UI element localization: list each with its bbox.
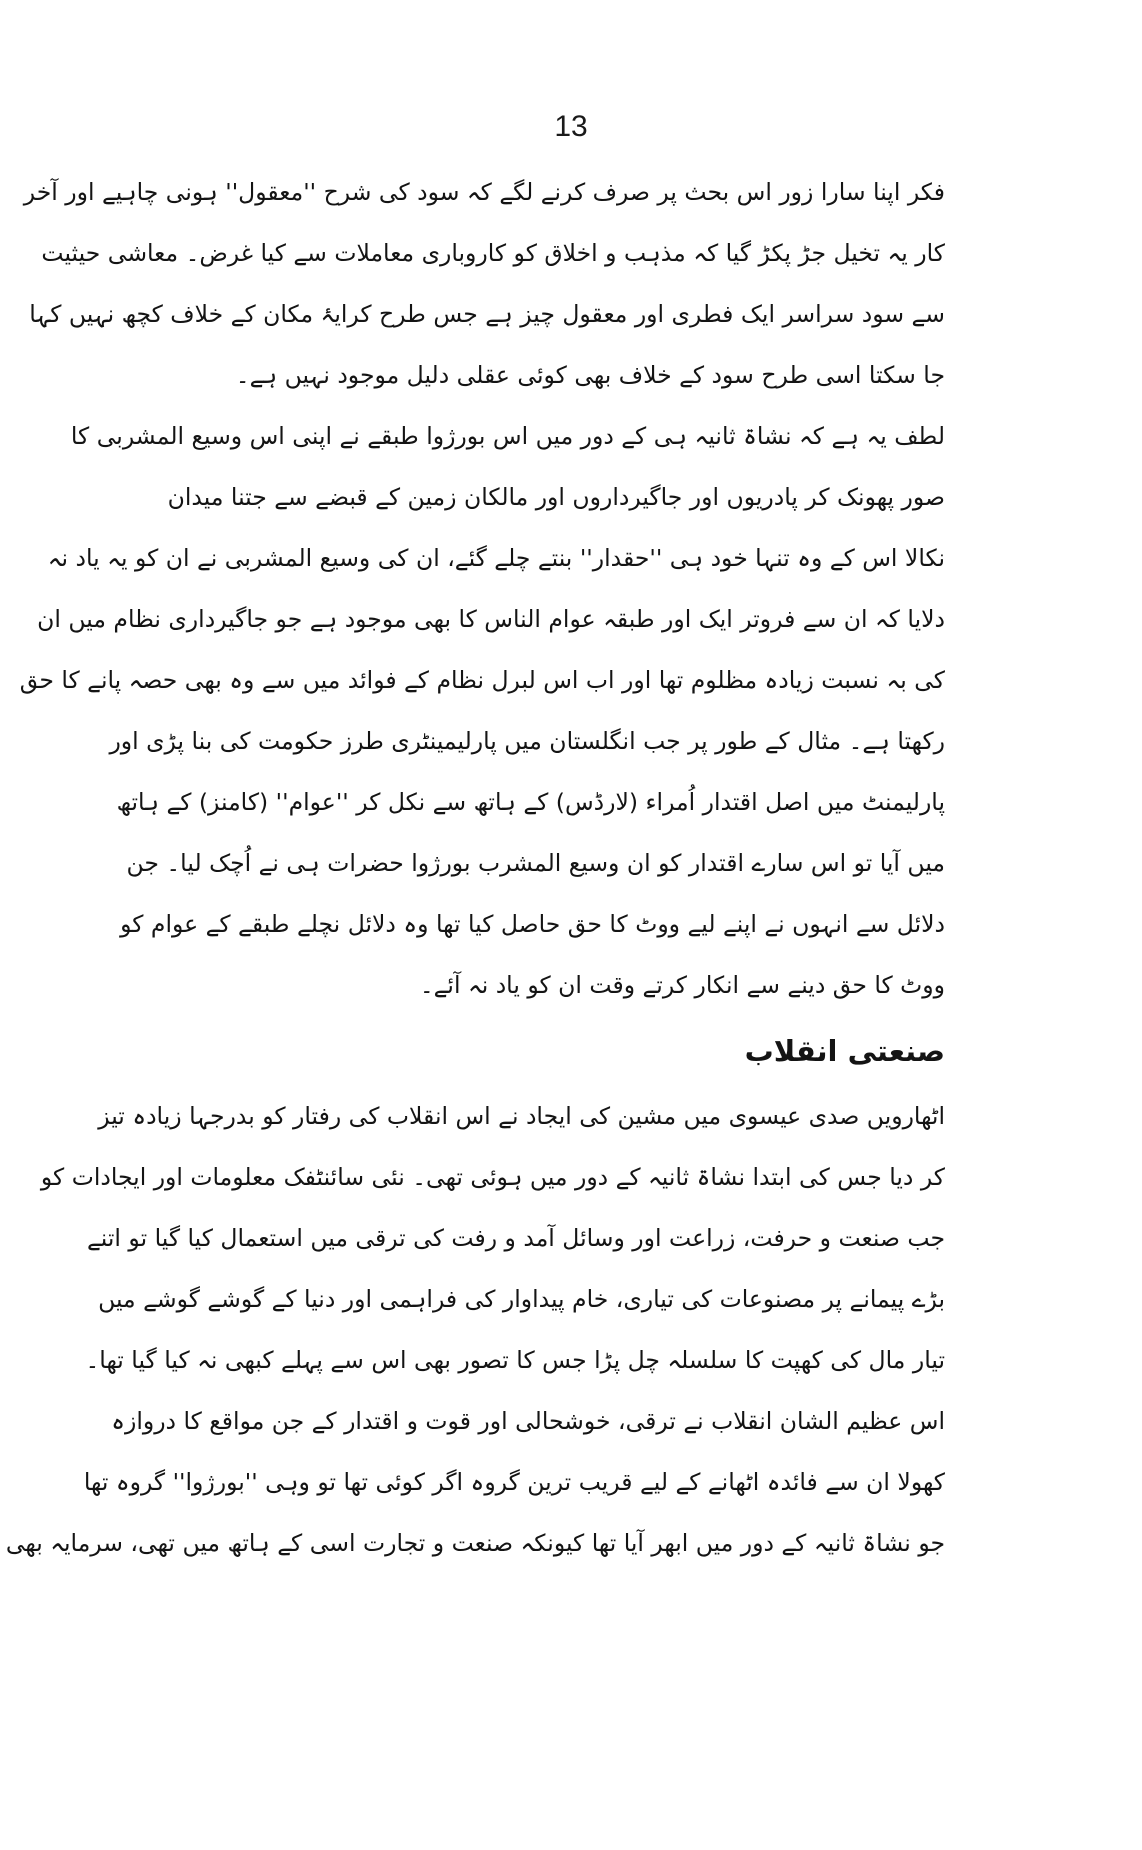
text-line: نکالا اس کے وہ تنہا خود ہی ''حقدار'' بنتے چلے گئے، ان کی وسیع المشربی نے ان کو یہ یاد نہ (47, 544, 945, 572)
page-number: 13 (554, 110, 588, 143)
paragraph-4 (5, 1391, 945, 1574)
section-heading: صنعتی انقلاب (744, 1034, 945, 1068)
text-line: فکر اپنا سارا زور اس بحث پر صرف کرنے لگے کہ سود کی شرح ''معقول'' ہونی چاہیے اور آخر (23, 178, 945, 206)
text-line: جو نشاۃ ثانیہ کے دور میں ابھر آیا تھا کیونکہ صنعت و تجارت اسی کے ہاتھ میں تھی، سرمایہ بھی (5, 1529, 945, 1557)
text-line: تیار مال کی کھپت کا سلسلہ چل پڑا جس کا تصور بھی اس سے پہلے کبھی نہ کیا گیا تھا۔ (85, 1346, 945, 1374)
paragraph-1 (23, 162, 945, 406)
text-line: اس عظیم الشان انقلاب نے ترقی، خوشحالی اور قوت و اقتدار کے جن مواقع کا دروازہ (111, 1407, 945, 1435)
paragraph-2 (19, 406, 945, 1016)
text-line: کار یہ تخیل جڑ پکڑ گیا کہ مذہب و اخلاق کو کاروباری معاملات سے کیا غرض۔ معاشی حیثیت (41, 239, 945, 267)
text-line: اٹھارویں صدی عیسوی میں مشین کی ایجاد نے اس انقلاب کی رفتار کو بدرجہا زیادہ تیز (98, 1102, 945, 1130)
text-line: بڑے پیمانے پر مصنوعات کی تیاری، خام پیداوار کی فراہمی اور دنیا کے گوشے گوشے میں (98, 1285, 945, 1313)
paragraph-3 (40, 1086, 945, 1391)
text-line: جا سکتا اسی طرح سود کے خلاف بھی کوئی عقلی دلیل موجود نہیں ہے۔ (235, 361, 945, 389)
text-line: کر دیا جس کی ابتدا نشاۃ ثانیہ کے دور میں ہوئی تھی۔ نئی سائنٹفک معلومات اور ایجادات کو (40, 1163, 945, 1191)
text-body (5, 162, 945, 1574)
text-line: کھولا ان سے فائدہ اٹھانے کے لیے قریب ترین گروہ اگر کوئی تھا تو وہی ''بورژوا'' گروہ تھا (83, 1468, 945, 1496)
text-line: دلائل سے انہوں نے اپنے لیے ووٹ کا حق حاصل کیا تھا وہ دلائل نچلے طبقے کے عوام کو (120, 910, 945, 938)
text-line: صور پھونک کر پادریوں اور جاگیرداروں اور مالکان زمین کے قبضے سے جتنا میدان (167, 483, 945, 511)
text-line: رکھتا ہے۔ مثال کے طور پر جب انگلستان میں پارلیمینٹری طرز حکومت کی بنا پڑی اور (109, 727, 945, 755)
text-line: پارلیمنٹ میں اصل اقتدار اُمراء (لارڈس) کے ہاتھ سے نکل کر ''عوام'' (کامنز) کے ہاتھ (116, 788, 945, 816)
text-line: ووٹ کا حق دینے سے انکار کرتے وقت ان کو یاد نہ آئے۔ (419, 971, 945, 999)
text-line: دلایا کہ ان سے فروتر ایک اور طبقہ عوام الناس کا بھی موجود ہے جو جاگیرداری نظام میں ان (37, 605, 945, 633)
text-line: لطف یہ ہے کہ نشاۃ ثانیہ ہی کے دور میں اس بورژوا طبقے نے اپنی اس وسیع المشربی کا (70, 422, 945, 450)
text-line: جب صنعت و حرفت، زراعت اور وسائل آمد و رفت کی ترقی میں استعمال کیا گیا تو اتنے (87, 1224, 945, 1252)
text-line: میں آیا تو اس سارے اقتدار کو ان وسیع المشرب بورژوا حضرات ہی نے اُچک لیا۔ جن (126, 849, 945, 877)
text-line: کی بہ نسبت زیادہ مظلوم تھا اور اب اس لبرل نظام کے فوائد میں سے وہ بھی حصہ پانے کا حق (19, 666, 945, 694)
text-line: سے سود سراسر ایک فطری اور معقول چیز ہے جس طرح کرایۂ مکان کے خلاف کچھ نہیں کہا (29, 300, 945, 328)
